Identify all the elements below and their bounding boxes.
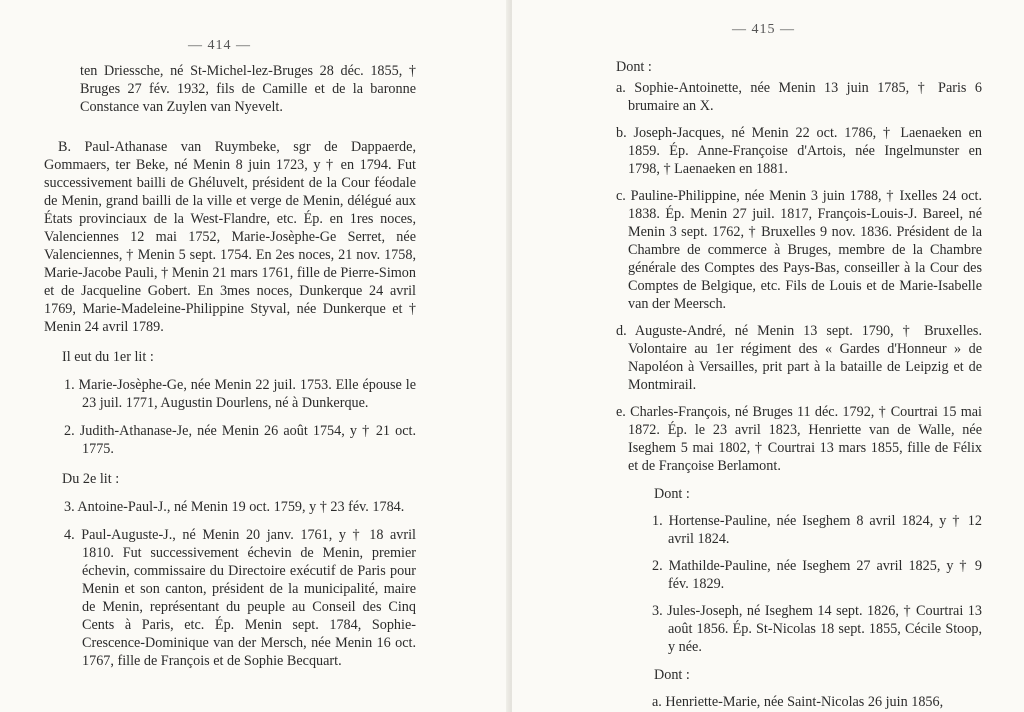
list-item: a. Henriette-Marie, née Saint-Nicolas 26 juin 1856, <box>652 694 944 710</box>
page-number-left: — 414 — <box>188 38 251 53</box>
first-bed-heading: Il eut du 1er lit : <box>62 349 154 365</box>
list-item: 3. Jules-Joseph, né Iseghem 14 sept. 1826, † Courtrai 13 août 1856. Ép. St-Nicolas 18 sept. 1855, Cécile Stoop, y née. <box>652 603 982 655</box>
list-item: c. Pauline-Philippine, née Menin 3 juin 1788, † Ixelles 24 oct. 1838. Ép. Menin 27 juil. 1817, François-Louis-J. Bareel, né Menin 3 sept. 1762, † Bruxelles 9 nov. 1836. Président de la Chambre de commerce à Bruges, membre de la Chambre générale des Comptes des Pays-Bas, conseiller à la Cour des Comptes de Belgique, etc. Fils de Louis et de Marie-Isabelle van der Meersch. <box>616 188 982 312</box>
list-item: 1. Marie-Josèphe-Ge, née Menin 22 juil. 1753. Elle épouse le 23 juil. 1771, Augustin Dourlens, né à Dunkerque. <box>64 377 416 411</box>
list-item: a. Sophie-Antoinette, née Menin 13 juin 1785, † Paris 6 brumaire an X. <box>616 80 982 114</box>
left-page <box>0 0 510 712</box>
page-number-right: — 415 — <box>732 22 795 37</box>
list-item: 1. Hortense-Pauline, née Iseghem 8 avril 1824, y † 12 avril 1824. <box>652 513 982 547</box>
right-page <box>512 0 1024 712</box>
list-item: b. Joseph-Jacques, né Menin 22 oct. 1786, † Laenaeken en 1859. Ép. Anne-Françoise d'Artois, née Ingelmunster en 1798, † Laenaeken en 1881. <box>616 125 982 177</box>
list-item: e. Charles-François, né Bruges 11 déc. 1792, † Courtrai 15 mai 1872. Ép. le 23 avril 1823, Henriette van de Walle, née Iseghem 5 mai 1802, † Courtrai 13 mars 1855, fille de Félix et de Françoise Berlamont. <box>616 404 982 474</box>
list-item: 4. Paul-Auguste-J., né Menin 20 janv. 1761, y † 18 avril 1810. Fut successivement échevin de Menin, premier échevin, commissaire du Directoire exécutif de Paris pour Menin et son canton, président de la municipalité, maire de Menin, représentant du peuple au Conseil des Cinq Cents à Paris, etc. Ép. Menin sept. 1784, Sophie-Crescence-Dominique van der Mersch, née Menin 16 oct. 1767, fille de François et de Sophie Becquart. <box>64 527 416 669</box>
list-item: 2. Mathilde-Pauline, née Iseghem 27 avril 1825, y † 9 fév. 1829. <box>652 558 982 592</box>
second-bed-heading: Du 2e lit : <box>62 471 120 487</box>
dont-heading-3: Dont : <box>654 667 690 683</box>
dont-heading-2: Dont : <box>654 486 690 502</box>
list-item: 2. Judith-Athanase-Je, née Menin 26 août 1754, y † 21 oct. 1775. <box>64 423 416 457</box>
continuation-paragraph: ten Driessche, né St-Michel-lez-Bruges 28 déc. 1855, † Bruges 27 fév. 1932, fils de Camille et de la baronne Constance van Zuylen van Nyevelt. <box>80 63 416 115</box>
list-item: d. Auguste-André, né Menin 13 sept. 1790, † Bruxelles. Volontaire au 1er régiment des « Gardes d'Honneur » de Napoléon à Versailles, prit part à la bataille de Leipzig et de Montmirail. <box>616 323 982 393</box>
list-item: 3. Antoine-Paul-J., né Menin 19 oct. 1759, y † 23 fév. 1784. <box>64 499 405 515</box>
dont-heading: Dont : <box>616 59 652 75</box>
entry-b-paragraph: B. Paul-Athanase van Ruymbeke, sgr de Dappaerde, Gommaers, ter Beke, né Menin 8 juin 1723, y † en 1794. Fut successivement bailli de Ghéluvelt, président de la Cour féodale de Menin, grand bailli de la ville et verge de Menin, délégué aux États provinciaux de la West-Flandre, etc. Ép. en 1res noces, Valenciennes 12 mai 1752, Marie-Josèphe-Ge Serret, née Valenciennes, † Menin 5 sept. 1754. En 2es noces, 21 nov. 1758, Marie-Jacobe Pauli, † Menin 21 mars 1761, fille de Pierre-Simon et de Jacqueline Gobert. En 3mes noces, Dunkerque 24 avril 1769, Marie-Madeleine-Philippine Styval, née Dunkerque et † Menin 24 avril 1789. <box>44 139 416 335</box>
left-page-text <box>44 62 416 670</box>
right-page-text <box>616 58 982 711</box>
